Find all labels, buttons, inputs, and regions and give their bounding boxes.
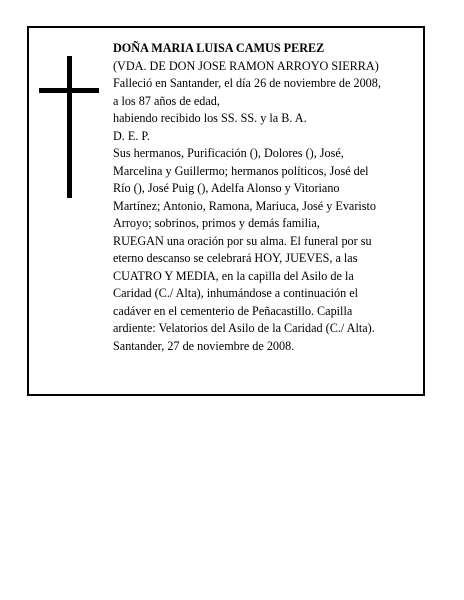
funeral-line-6: ardiente: Velatorios del Asilo de la Caridad (C./ Alta).: [113, 321, 375, 335]
funeral-line-2: eterno descanso se celebrará HOY, JUEVES, a las: [113, 251, 358, 265]
family-line-4: Martínez; Antonio, Ramona, Mariuca, José y Evaristo: [113, 198, 376, 213]
funeral-line-3: CUATRO Y MEDIA, en la capilla del Asilo de la: [113, 268, 354, 283]
death-info-line-2: a los 87 años de edad,: [113, 93, 220, 108]
obituary-notice: [27, 26, 425, 396]
funeral-line-5: cadáver en el cementerio de Peñacastillo. Capilla: [113, 303, 353, 318]
cross-vertical-bar: [67, 56, 72, 198]
cross-horizontal-bar: [39, 88, 99, 93]
place-date-line: Santander, 27 de noviembre de 2008.: [113, 338, 295, 353]
family-line-5: Arroyo; sobrinos, primos y demás familia,: [113, 216, 320, 230]
funeral-line-4: Caridad (C./ Alta), inhumándose a continuación el: [113, 286, 359, 300]
funeral-line-1: RUEGAN una oración por su alma. El funeral por su: [113, 233, 372, 248]
death-info-line-1: Falleció en Santander, el día 26 de noviembre de 2008,: [113, 76, 381, 90]
deceased-name: DOÑA MARIA LUISA CAMUS PEREZ: [113, 41, 325, 55]
widow-line: (VDA. DE DON JOSE RAMON ARROYO SIERRA): [113, 58, 379, 73]
family-line-1: Sus hermanos, Purificación (), Dolores (), José,: [113, 146, 344, 160]
sacraments-line: habiendo recibido los SS. SS. y la B. A.: [113, 111, 307, 125]
cross-icon: [39, 56, 99, 198]
rip-line: D. E. P.: [113, 128, 150, 143]
family-line-3: Río (), José Puig (), Adelfa Alonso y Vitoriano: [113, 181, 340, 195]
family-line-2: Marcelina y Guillermo; hermanos políticos, José del: [113, 163, 369, 178]
notice-text: [113, 40, 413, 355]
